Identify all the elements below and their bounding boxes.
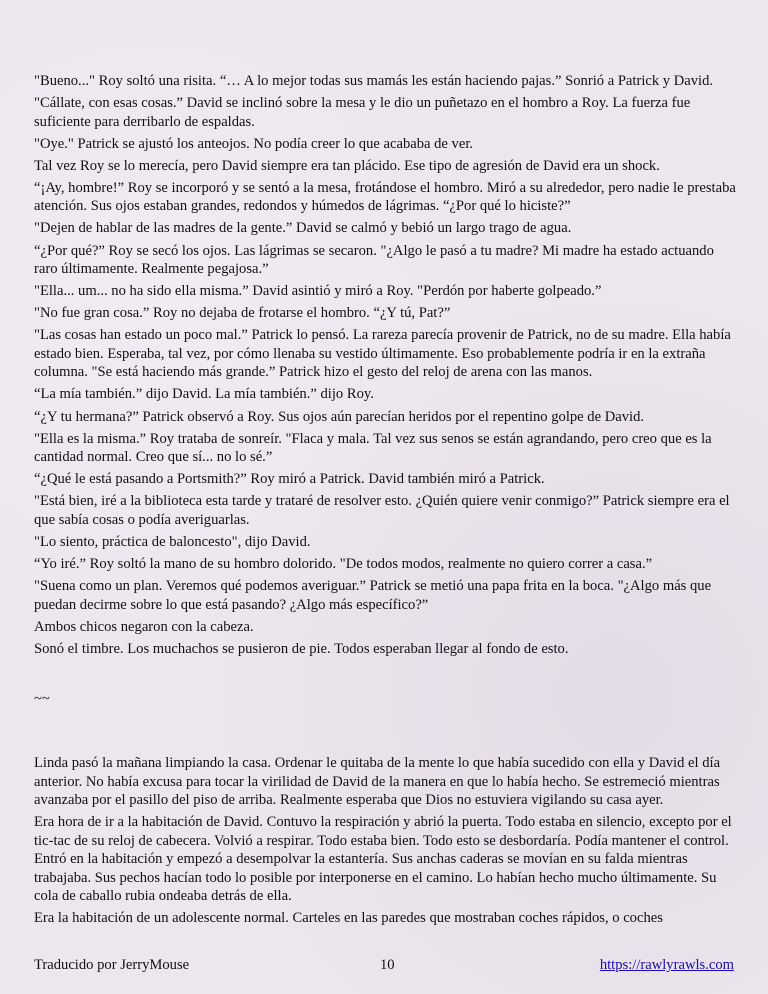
section-separator bbox=[34, 690, 50, 709]
paragraph: “La mía también.” dijo David. La mía también.” dijo Roy. bbox=[34, 386, 374, 403]
document-body bbox=[34, 72, 740, 662]
paragraph: "Está bien, iré a la biblioteca esta tarde y trataré de resolver esto. ¿Quién quiere venir conmigo?” Patrick siempre era el que sabía cosas o podía averiguarlas. bbox=[34, 493, 730, 528]
paragraph: Era hora de ir a la habitación de David. Contuvo la respiración y abrió la puerta. Todo estaba en silencio, excepto por el tic-tac de su reloj de cabecera. Volvió a respirar. Todo estaba bien. Todo esto se desbordaría. Podía mantener el control. Entró en la habitación y empezó a desempolvar la estantería. Sus anchas caderas se movían en su falda mientras trabajaba. Sus pechos hacían todo lo posible por interponerse en el camino. Lo habían hecho mucho últimamente. Su cola de caballo rubia ondeaba detrás de ella. bbox=[34, 814, 732, 905]
paragraph: “¿Qué le está pasando a Portsmith?” Roy miró a Patrick. David también miró a Patrick. bbox=[34, 471, 545, 488]
paragraph: "No fue gran cosa.” Roy no dejaba de frotarse el hombro. “¿Y tú, Pat?” bbox=[34, 305, 451, 322]
page-number: 10 bbox=[380, 957, 395, 973]
paragraph: "Ella es la misma.” Roy trataba de sonreír. "Flaca y mala. Tal vez sus senos se están agrandando, pero creo que es la cantidad normal. Creo que sí... no lo sé.” bbox=[34, 430, 712, 466]
paragraph: “¿Y tu hermana?” Patrick observó a Roy. Sus ojos aún parecían heridos por el repentino golpe de David. bbox=[34, 408, 645, 425]
paragraph: Sonó el timbre. Los muchachos se pusieron de pie. Todos esperaban llegar al fondo de esto. bbox=[34, 640, 569, 657]
paragraph: "Suena como un plan. Veremos qué podemos averiguar.” Patrick se metió una papa frita en la boca. "¿Algo más que puedan decirme sobre lo que está pasando? ¿Algo más específico?” bbox=[34, 578, 712, 613]
paragraph: Ambos chicos negaron con la cabeza. bbox=[34, 618, 254, 635]
paragraph: "Lo siento, práctica de baloncesto", dijo David. bbox=[34, 533, 311, 550]
paragraph: "Cállate, con esas cosas.” David se inclinó sobre la mesa y le dio un puñetazo en el hombro a Roy. La fuerza fue suficiente para derribarlo de espaldas. bbox=[34, 95, 691, 130]
paragraph: "Dejen de hablar de las madres de la gente.” David se calmó y bebió un largo trago de agua. bbox=[34, 220, 572, 237]
separator-text: ~~ bbox=[34, 691, 50, 707]
paragraph: “Yo iré.” Roy soltó la mano de su hombro dolorido. "De todos modos, realmente no quiero correr a casa.” bbox=[34, 556, 653, 572]
website-link[interactable]: https://rawlyrawls.com bbox=[599, 957, 734, 973]
paragraph: “¿Por qué?” Roy se secó los ojos. Las lágrimas se secaron. "¿Algo le pasó a tu madre? Mi madre ha estado actuando raro últimamente. Realmente pegajosa.” bbox=[34, 242, 714, 278]
translator-credit: Traducido por JerryMouse bbox=[34, 957, 190, 973]
paragraph: "Bueno..." Roy soltó una risita. “… A lo mejor todas sus mamás les están haciendo pajas.” Sonrió a Patrick y David. bbox=[34, 73, 714, 89]
page-footer bbox=[34, 956, 734, 976]
document-section-2 bbox=[34, 754, 740, 931]
paragraph: Linda pasó la mañana limpiando la casa. Ordenar le quitaba de la mente lo que había sucedido con ella y David el día anterior. No había excusa para tocar la virilidad de David de la manera en que lo había hecho. Se estremeció mientras avanzaba por el pasillo del piso de arriba. Realmente esperaba que Dios no estuviera vigilando su casa ayer. bbox=[34, 755, 721, 808]
paragraph: "Las cosas han estado un poco mal.” Patrick lo pensó. La rareza parecía provenir de Patrick, no de su madre. Ella había estado bien. Esperaba, tal vez, por cómo llenaba su vestido últimamente. Eso probablemente podría ir en la extraña columna. "Se está haciendo más grande.” Patrick hizo el gesto del reloj de arena con las manos. bbox=[34, 327, 731, 381]
paragraph: "Ella... um... no ha sido ella misma.” David asintió y miró a Roy. "Perdón por haberte golpeado.” bbox=[34, 283, 602, 300]
paragraph: "Oye." Patrick se ajustó los anteojos. No podía creer lo que acababa de ver. bbox=[34, 135, 474, 152]
paragraph: “¡Ay, hombre!” Roy se incorporó y se sentó a la mesa, frotándose el hombro. Miró a su alrededor, pero nadie le prestaba atención. Sus ojos estaban grandes, redondos y húmedos de lágrimas. “¿Por qué lo hiciste?” bbox=[34, 179, 736, 215]
paragraph: Tal vez Roy se lo merecía, pero David siempre era tan plácido. Ese tipo de agresión de David era un shock. bbox=[34, 157, 660, 174]
paragraph: Era la habitación de un adolescente normal. Carteles en las paredes que mostraban coches rápidos, o coches bbox=[34, 910, 663, 927]
